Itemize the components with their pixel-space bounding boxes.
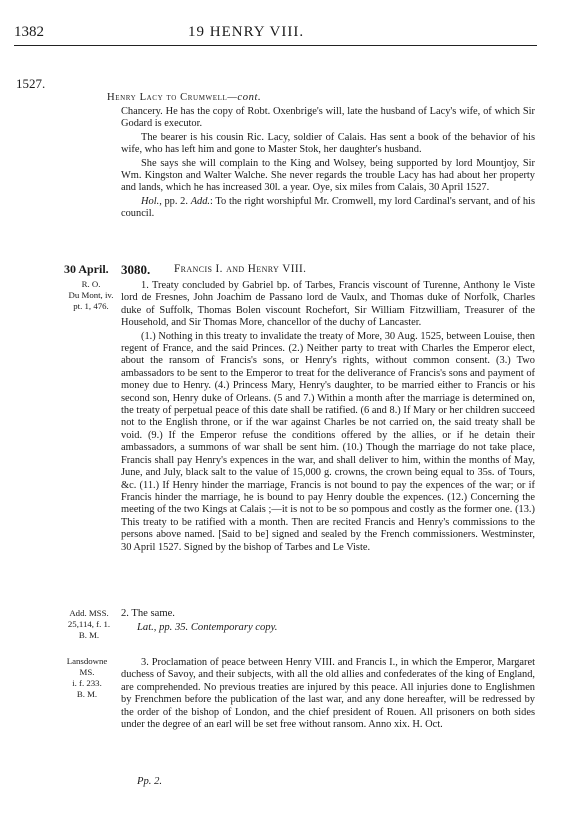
entry-paragraph: 1. Treaty concluded by Gabriel bp. of Tarbes, Francis viscount of Turenne, Anthony le Viste lord de Fresnes, John Joachim de Passano lord de Vaulx, and Thomas duke of Norfolk, Charles duke of Suffolk, Thomas Bolen viscount Rochefort, Sir William Fitzwilliam, Treasurer of the Household, and Sir Thomas More, chancellor of the duchy of Lancaster. bbox=[121, 280, 535, 329]
running-title: 19 HENRY VIII. bbox=[188, 24, 305, 40]
item3-pages: Pp. 2. bbox=[137, 776, 163, 787]
item2-copy-note: Lat., pp. 35. Contemporary copy. bbox=[137, 622, 278, 633]
entry-date: 30 April. bbox=[64, 262, 109, 276]
ref-line: B. M. bbox=[78, 630, 100, 640]
letter-body bbox=[121, 106, 535, 222]
item3-source-ref bbox=[58, 656, 116, 700]
item3-paragraph: 3. Proclamation of peace between Henry VIII. and Francis I., in which the Emperor, Margaret duchess of Savoy, and their subjects, with all the old allies and confederates of the king of England, are comprehended. No previous treaties are injured by this peace. All injuries done to Englishmen by Frenchmen before the publication of the last war, and any done hereafter, will be redressed by the order of the bishop of London, and the chief president of Rouen. All prisoners on both sides under the degree of an earl will be set free without ransom. Anno xix. H. Oct. bbox=[121, 657, 535, 731]
entry-source-ref bbox=[66, 279, 116, 312]
page-number: 1382 bbox=[14, 24, 44, 40]
letter-paragraph: Chancery. He has the copy of Robt. Oxenbrige's will, late the husband of Lacy's wife, of which Sir Godard is executor. bbox=[121, 106, 535, 130]
letter-heading bbox=[107, 92, 261, 103]
hol-label: Hol. bbox=[141, 195, 160, 207]
margin-year: 1527. bbox=[16, 76, 46, 91]
item2-source-ref bbox=[60, 608, 118, 641]
hol-text: , pp. 2. bbox=[159, 195, 188, 207]
add-label: Add. bbox=[190, 195, 211, 207]
header-rule bbox=[14, 45, 537, 46]
ref-line: i. f. 233. bbox=[72, 678, 102, 688]
item3-body bbox=[121, 657, 535, 732]
letter-endorsement bbox=[121, 196, 535, 221]
item2-text: 2. The same. bbox=[121, 608, 175, 619]
letter-heading-suffix: —cont. bbox=[227, 92, 262, 103]
ref-line: Lansdowne bbox=[66, 656, 108, 666]
ref-line: Du Mont, iv. bbox=[68, 290, 114, 300]
entry-body bbox=[121, 280, 535, 555]
ref-line: R. O. bbox=[81, 279, 101, 289]
running-head bbox=[14, 24, 537, 46]
letter-paragraph: She says she will complain to the King and Wolsey, being supported by lord Mountjoy, Sir Wm. Kingston and Walter Walche. She never regards the trouble Lacy has had about her property and lands, which he has increased 30l. a year. Oye, six miles from Calais, 30 April 1527. bbox=[121, 157, 535, 194]
letter-paragraph: The bearer is his cousin Ric. Lacy, soldier of Calais. Has sent a book of the behavior of his wife, who has left him and gone to Master Stok, her daughter's husband. bbox=[121, 131, 535, 156]
ref-line: pt. 1, 476. bbox=[73, 301, 109, 311]
ref-line: Add. MSS. bbox=[69, 608, 109, 618]
ref-line: MS. bbox=[79, 667, 95, 677]
ref-line: B. M. bbox=[76, 689, 98, 699]
entry-number: 3080. bbox=[121, 262, 151, 277]
entry-paragraph: (1.) Nothing in this treaty to invalidate the treaty of More, 30 Aug. 1525, between Louise, then regent of France, and the said Princes. (2.) Neither party to treat with Charles the Emperor elect, about the ransom of Francis's sons, or Henry's rights, without common consent. (3.) Two ambassadors to be sent to the Emperor to treat for the deliverance of Francis's sons and payment of money due to Henry. (4.) Princess Mary, Henry's daughter, to be married either to Francis or his second son, Henry duke of Orleans. (5 and 7.) Within a month after the marriage is determined on, the treaty of perpetual peace of this date shall be ratified. (6 and 8.) If Mary or her children succeed not to the English throne, or if the war against Charles be not carried on, the said treaty shall be void. (9.) If the Emperor refuse the conditions offered by the allies, or if he detain their ambassadors, a summons of war shall be sent him. (10.) Though the marriage do not take place, Francis shall pay Henry's expences in the war, and shall deliver to him, within the months of May, June, and July, black salt to the value of 15,000 g. crowns, the crown being equal to 35s. of Tours, &c. (11.) If Henry hinder the marriage, Francis is not bound to pay the expences of the war; or if Francis hinder the marriage, he is bound to pay Henry double the expences. (12.) Concerning the meeting of the two Kings at Calais ;—it is not to be so pompous and costly as the former one. (13.) This treaty to be ratified with a month. Then are recited Francis and Henry's commissions to the persons above named. [Said to be] signed and sealed by the French commissioners. Westminster, 30 April 1527. Signed by the bishop of Tarbes and Le Viste. bbox=[121, 330, 535, 553]
ref-line: 25,114, f. 1. bbox=[67, 619, 111, 629]
letter-heading-names: Henry Lacy to Crumwell bbox=[107, 92, 228, 103]
entry-parties: Francis I. and Henry VIII. bbox=[174, 263, 307, 275]
add-text: : To the right worshipful Mr. Cromwell, my lord Cardinal's servant, and of his council. bbox=[121, 195, 535, 220]
